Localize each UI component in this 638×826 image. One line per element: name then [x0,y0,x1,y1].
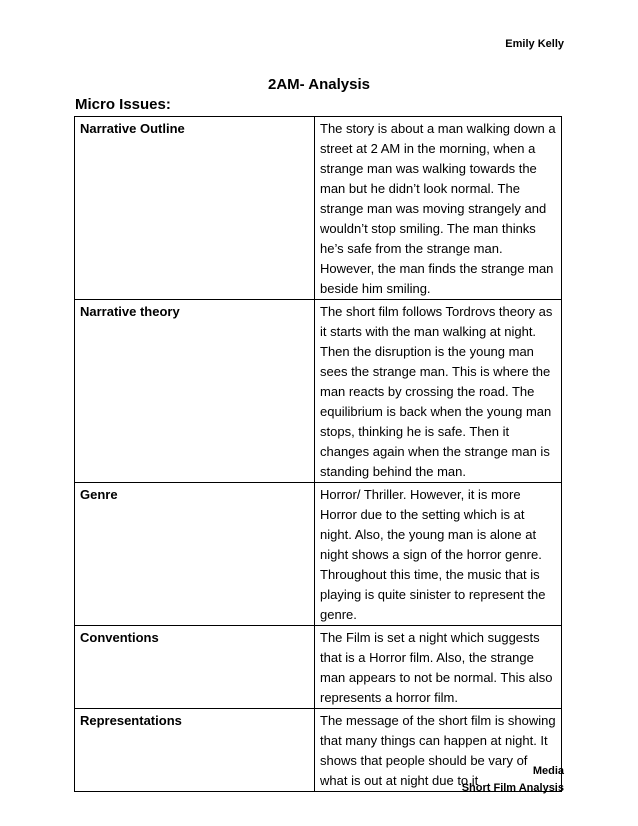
row-heading: Genre [75,483,315,626]
author-name: Emily Kelly [505,38,564,50]
row-text: The short film follows Tordrovs theory as it starts with the man walking at night. Then the disruption is the young man sees the strange man. This is where the man reacts by crossing the road. The equilibrium is back when the young man stops, thinking he is safe. Then it changes again when the strange man is standing behind the man. [315,300,562,483]
section-heading: Micro Issues: [75,96,171,113]
row-heading: Narrative theory [75,300,315,483]
row-text: The message of the short film is showing that many things can happen at night. It shows that people should be vary of what is out at night due to it [315,709,562,792]
document-title: 2AM- Analysis [268,76,370,93]
row-text: The Film is set a night which suggests that is a Horror film. Also, the strange man appears to not be normal. This also represents a horror film. [315,626,562,709]
table-row [75,300,562,483]
row-heading: Narrative Outline [75,117,315,300]
footer [462,763,564,797]
row-text: Horror/ Thriller. However, it is more Horror due to the setting which is at night. Also, the young man is alone at night shows a sign of the horror genre. Throughout this time, the music that is playing is quite sinister to represent the genre. [315,483,562,626]
table-row [75,483,562,626]
analysis-table [74,116,562,792]
row-text: The story is about a man walking down a street at 2 AM in the morning, when a strange man was walking towards the man but he didn’t look normal. The strange man was moving strangely and wouldn’t stop smiling. The man thinks he’s safe from the strange man. However, the man finds the strange man beside him smiling. [315,117,562,300]
table-row [75,117,562,300]
row-heading: Conventions [75,626,315,709]
footer-unit: Short Film Analysis [461,782,564,794]
table-row [75,626,562,709]
row-heading: Representations [75,709,315,792]
footer-subject: Media [532,765,564,777]
